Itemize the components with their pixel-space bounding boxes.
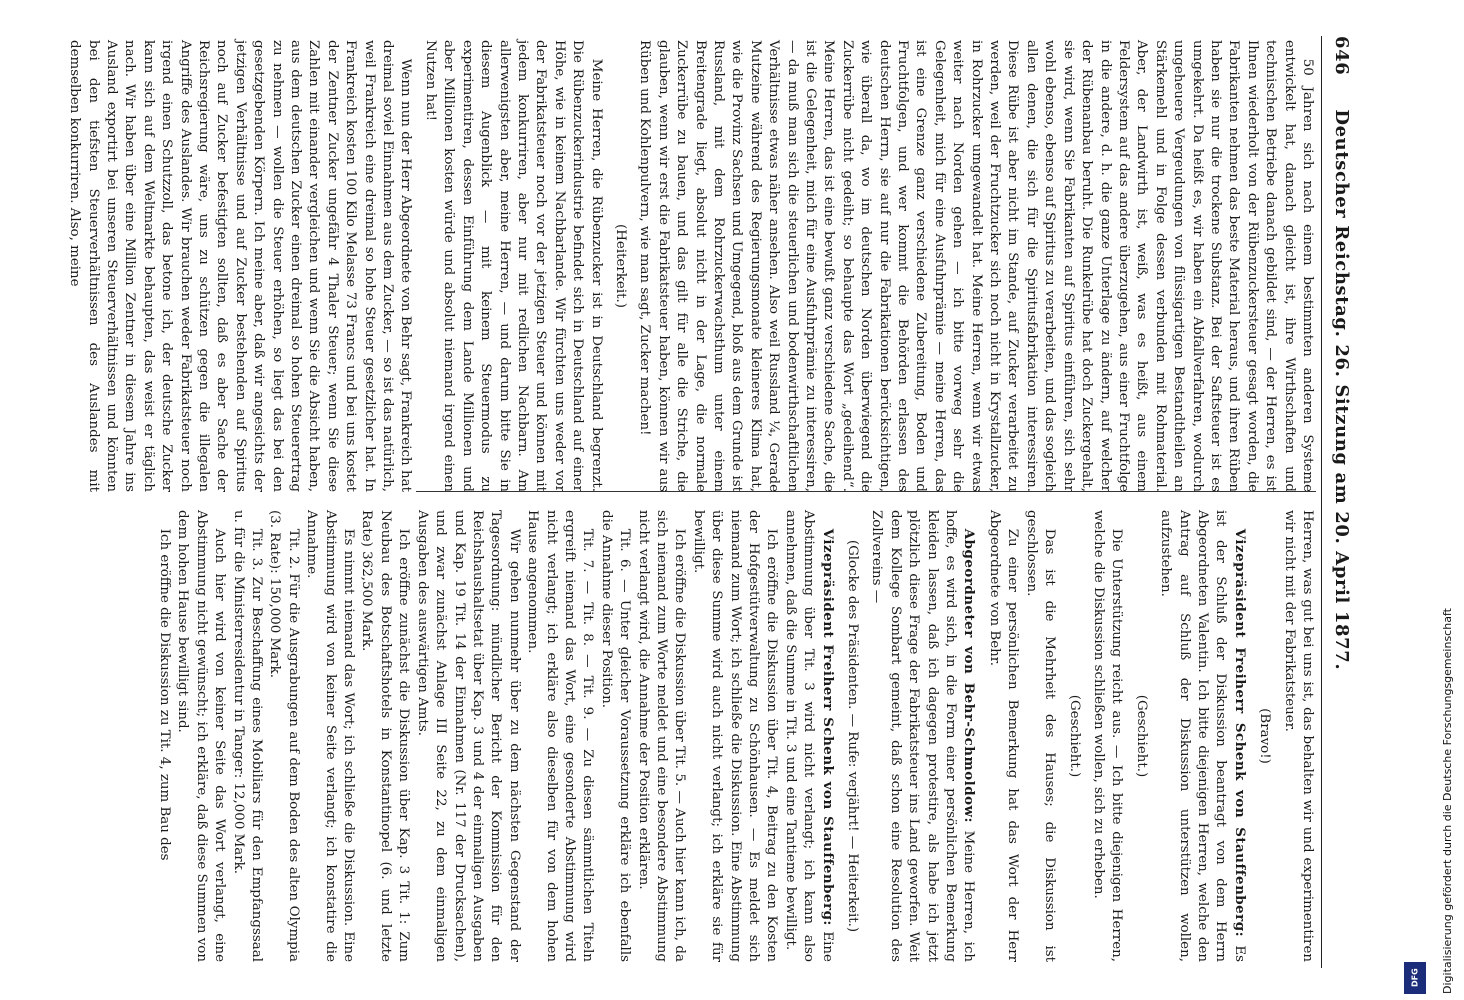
speaker-name: Vizepräsident Freiherr Schenk von Stauffenberg: <box>819 528 836 926</box>
paragraph: Die Unterstützung reicht aus. — Ich bitte diejenigen Herren, welche die Diskussion schließen wollen, sich zu erheben. <box>1090 510 1125 962</box>
left-column <box>65 40 1316 492</box>
paragraph: Ich eröffne zunächst die Diskussion über Kap. 3 Tit. 1: Zum Neubau des Botschaftshotels in Konstantinopel (6. und letzte Rate) 362,500 Mark. <box>359 510 412 962</box>
paragraph: Tit. 6. — Unter gleicher Voraussetzung erkläre ich ebenfalls die Annahme dieser Position. <box>598 510 633 962</box>
paragraph <box>1156 510 1249 962</box>
paragraph: Tit. 2. Für die Ausgrabungen auf dem Boden des alten Olympia (3. Rate): 150,000 Mark. <box>267 510 301 962</box>
paragraph: 50 Jahren sich nach einem bestimmten anderen Systeme entwickelt hat, danach gleicht ist, ihre Wirthschaften und technischen Betriebe danach gebildet sind, — der Herren, es ist Ihnen wiederholt von der Rübenzuckersteuer gesagt worden, die Fabrikanten nehmen das beste Material heraus, und ihren Rüben haben sie nur die trockene Substanz. Bei der Saftsteuer ist es umgekehrt. Da heißt es, wir haben ein Abfallverfahren, wodurch ungeheuere Vergeudungen von flüssigartigen Bestandtheilen an Stärkemehl und in Folge dessen verbunden mit Rohmaterial. Aber, der Landwirth ist, weiß, was es heißt, aus einem Feldersystem auf das andere überzugehen, aus einer Fruchtfolge in die andere, d. h. die ganze Unterlage zu ändern, auf welcher der Rübenanbau beruht. Die Runkelrübe hat doch Zuckergehalt, sie wird, wenn Sie Fabrikanten auf Spiritus einführen, sich sehr wohl ebenso, ebenso auf Spiritus zu verarbeiten, und das sogleich allen denen, die sich für die Spiritusfabrikation interessiren. Diese Rübe ist aber nicht im Stande, auf Zucker verarbeitet zu werden, weil der Fruchtzucker sich noch nicht in Krystallzucker, in Rohrzucker umgewandelt hat. Meine Herren, wenn wir etwas weiter nach Norden gehen — ich bitte vorweg sehr die Gelegenheit, mich für eine Ausfuhrprämie — meine Herren, das ist eine Grenze ganz verschiedene Zubereitung, Boden und Fruchtfolgen, und wer kommt die Behörden erlassen des deutschen Herrn, sie auf nur die Fabrikationen berücksichtigen, wie überall da, wo im deutschen Norden überwiegend die Zuckerrübe nicht gedeiht; so behaupte das Wort „gedeihend“. Meine Herren, das ist eine bewußt ganz verschiedene Sache, die ist die Gelegenheit, mich für eine Ausfuhrprämie zu interessiren, — da muß man sich die steuerlichen und bodenwirthschaftlichen Verhältnisse etwas näher ansehen. Also weil Russland ¼, Gerade Mutzeine während des Regierungsmonate kleineres Klima hat, wie die Provinz Sachsen und Umgegend, bloß aus dem Grunde ist Russland, mit dem Rohrzuckerwachsthum unter einem Breitengrade liegt, absolut nicht in der Lage, die normale Zuckerrübe zu bauen, und das gilt für alle die Striche, die glauben, wenn wir erst die Fabrikatsteuer haben, können wir aus Rüben und Kohlenpulvern, wie man sagt, Zucker machen! <box>637 40 1315 492</box>
page-number: 646 <box>1331 36 1352 76</box>
paragraph: Ich eröffne die Diskussion zu Tit. 4, zum Bau des <box>157 528 173 861</box>
paragraph: (Bravo!) <box>1257 708 1273 764</box>
paragraph: (Geschieht.) <box>1133 694 1149 778</box>
paragraph: Wenn nun der Herr Abgeordnete von Behr sagt, Frankreich hat dreimal soviel Einnahmen aus dem Zucker, — so ist das natürlich, weil Frankreich eine dreimal so hohe Steuer gesetzlicher hat. In Frankreich kosten 100 Kilo Melasse 73 Francs und bei uns kostet der Zentner Zucker ungefähr 4 Thaler Steuer; wenn Sie diese Zahlen mit einander vergleichen und wenn Sie die Absicht haben, aus dem deutschen Zucker einen dreimal so hohen Steuerertrag zu nehmen — wollen die Steuer erhöhen, so liegt das bei den gesetzgebenden Körpern. Ich meine aber, daß wir angesichts der jetzigen Verhältnisse und auf Zucker bestehenden auf Spiritus noch auf Zucker befestigten sollten, daß es aber Sache der Reichsregierung wäre, uns zu schützen gegen die illegalen Angriffe des Auslandes. Wir brauchen weder Fabrikatsteuer noch irgend einen Schutzzoll, das betone ich, der deutsche Zucker kann sich auf dem Weltmarkte behaupten, das weist er täglich nach. Wir haben über eine Million Zentner in diesem Jahre ins Ausland exportirt bei unseren Steuerverhältnissen und könnten bei den tiefsten Steuerverhältnissen des Auslandes mit demselben konkurriren. Also, meine <box>67 40 414 492</box>
paragraph: (Geschieht.) <box>1066 694 1082 778</box>
paragraph: Ich eröffne die Diskussion über Tit. 4, Beitrag zu den Kosten der Hofgestütverwaltung zu Schönhausen. — Es meldet sich niemand zum Wort; ich schließe die Diskussion. Eine Abstimmung über diese Summe wird auch nicht verlangt; ich erkläre sie für bewilligt. <box>690 510 780 962</box>
dfg-logo: DFG <box>1404 962 1426 994</box>
paragraph: Tit. 3. Zur Beschaffung eines Mobiliars für den Empfangssaal u. für die Ministerresidentur in Tanger: 12,000 Mark. <box>230 510 265 962</box>
header-rule <box>1321 36 1322 968</box>
paragraph <box>780 510 836 962</box>
paragraph-text: Meine Herren, ich hoffe, es wird sich, in die Form einer persönlichen Bemerkung kleiden lassen, daß ich dagegen protestire, als habe ich jetzt plötzlich diese Frage der Fabrikatsteuer ins Land geworfen. Weit dem Kollege Sombart gemeint, daß schon eine Resolution des Zollvereins — <box>869 510 977 963</box>
paragraph: Ich eröffne die Diskussion über Tit. 5. — Auch hier kann ich, da sich niemand zum Worte meldet und eine besondere Abstimmung nicht verlangt wird, die Annahme der Position erklären. <box>635 510 688 962</box>
paragraph: Das ist die Mehrheit des Hauses; die Diskussion ist geschlossen. <box>1023 510 1058 962</box>
newspaper-page <box>2 0 1372 1000</box>
column-divider <box>416 491 1316 492</box>
paragraph-text: Eine Abstimmung über Tit. 3 wird nicht verlangt; ich kann also annehmen, daß die Summe in Tit. 3 und eine Tantieme bewilligt. <box>782 510 835 962</box>
page-title: Deutscher Reichstag. 26. Sitzung am 20. April 1877. <box>1331 109 1352 671</box>
paragraph: Es nimmt niemand das Wort; ich schließe die Diskussion. Eine Abstimmung wird von keiner Seite verlangt; ich konstatire die Annahme. <box>304 510 357 962</box>
paragraph-text: Es ist der Schluß der Diskussion beantragt von dem Herrn Abgeordneten Valentin. Ich bitte diejenigen Herren, welche den Antrag auf Schluß der Diskussion unterstützen wollen, aufzustehen. <box>1158 510 1247 963</box>
page-header <box>1324 36 1350 968</box>
paragraph <box>867 510 978 962</box>
paragraph: Auch hier wird von keiner Seite das Wort verlangt, eine Abstimmung nicht gewünscht; ich erkläre, daß diese Summen von dem hohen Hause bewilligt sind. <box>175 510 228 962</box>
paragraph: Tit. 7. — Tit. 8. — Tit. 9. — Zu diesen sämmtlichen Titeln ergreift niemand das Wort, eine gesonderte Abstimmung wird nicht verlangt; ich erkläre also dieselben für von dem hohen Hause angenommen. <box>525 510 596 962</box>
footer-credit: Digitalisierung gefördert durch die Deutsche Forschungsgemeinschaft <box>1441 608 1454 994</box>
paragraph: Wir gehen nunmehr über zu dem nächsten Gegenstand der Tagesordnung: mündlicher Bericht der Kommission für den Reichshaushaltsetat über Kap. 3 und 4 der einmaligen Ausgaben und Kap. 19 Tit. 14 der Einnahmen (Nr. 117 der Drucksachen), und zwar zunächst Anlage III Seite 22, zu dem einmaligen Ausgaben des auswärtigen Amts. <box>414 510 522 962</box>
paragraph: (Heiterkeit.) <box>612 224 628 308</box>
speaker-name: Abgeordneter von Behr-Schmoldow: <box>961 528 978 823</box>
paragraph: Herren, was gut bei uns ist, das behalten wir und experimentiren wir nicht mit der Fabrikatsteuer. <box>1281 510 1315 962</box>
speaker-name: Vizepräsident Freiherr Schenk von Stauffenberg: <box>1231 528 1248 938</box>
paragraph: Zu einer persönlichen Bemerkung hat das Wort der Herr Abgeordnete von Behr. <box>986 510 1021 962</box>
paragraph: Meine Herren, die Rübenzucker ist in Deutschland begrenzt. Die Rübenzuckerindustrie befindet sich in Deutschland auf einer Höhe, wie in keinem Nachbarlande. Wir fürchten uns weder vor der Fabrikatsteuer noch vor der jetzigen Steuer und können mit jedem konkurriren, aber nur mit redlichen Nachbarn. Am allerwenigsten aber, meine Herren, — und darum bitte Sie in diesem Augenblick — mit keinem Steuermodus zu experimentiren, dessen Einführung dem Lande Millionen und aber Millionen kosten würde und absolut niemand irgend einen Nutzen hat! <box>422 40 604 492</box>
paragraph: (Glocke des Präsidenten. — Rufe: verjährt! — Heiterkeit.) <box>845 539 861 933</box>
right-column <box>155 510 1316 962</box>
footer-credit-strip <box>1400 0 1454 1000</box>
